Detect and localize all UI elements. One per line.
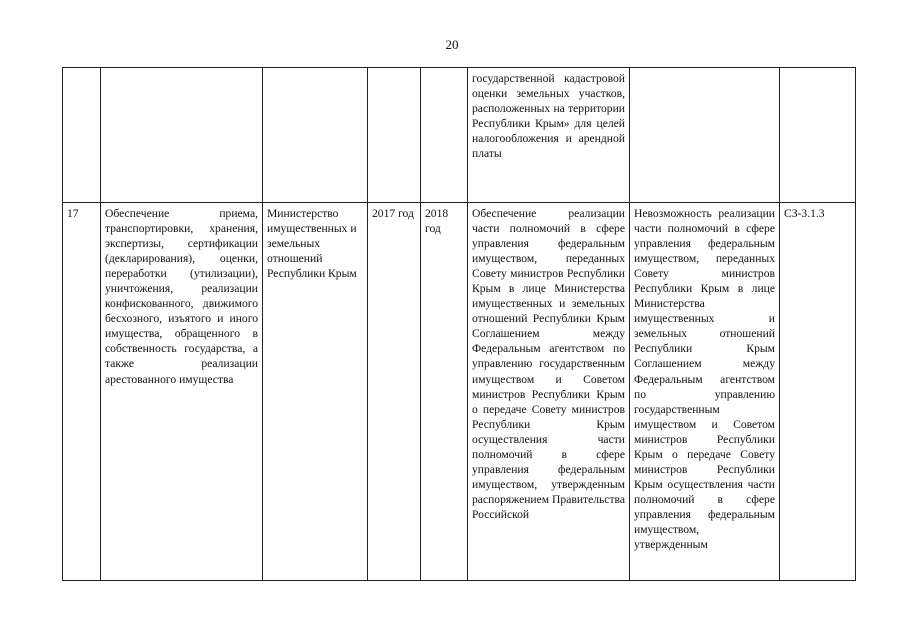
table-row bbox=[63, 203, 856, 581]
executor-cell: Министерство имущественных и земельных отношений Республики Крым bbox=[263, 203, 368, 581]
start-year-cell: 2017 год bbox=[368, 203, 421, 581]
expected-result-cell: государственной кадастровой оценки земельных участков, расположенных на территории Республики Крым» для целей налогообложения и арендной платы bbox=[468, 68, 630, 203]
expected-result-cell: Обеспечение реализации части полномочий в сфере управления федеральным имуществом, переданных Совету министров Республики Крым в лице Министерства имущественных и земельных отношений Республики Крым Соглашением между Федеральным агентством по управлению государственным имуществом и Советом министров Республики Крым о передаче Совету министров Республики Крым осуществления части полномочий в сфере управления федеральным имуществом, утвержденным распоряжением Правительства Российской bbox=[468, 203, 630, 581]
event-cell bbox=[101, 68, 263, 203]
page-number: 20 bbox=[445, 37, 459, 52]
link-cell bbox=[780, 68, 856, 203]
row-number-cell bbox=[63, 68, 101, 203]
row-number-cell: 17 bbox=[63, 203, 101, 581]
event-cell: Обеспечение приема, транспортировки, хранения, экспертизы, сертификации (декларирования), оценки, переработки (утилизации), уничтожения, реализации конфискованного, движимого бесхозного, изъятого и иного имущества, обращенного в собственность государства, а также реализации арестованного имущества bbox=[101, 203, 263, 581]
end-year-cell: 2018 год bbox=[421, 203, 468, 581]
consequences-cell: Невозможность реализации части полномочий в сфере управления федеральным имуществом, переданных Совету министров Республики Крым в лице Министерства имущественных и земельных отношений Республики Крым Соглашением между Федеральным агентством по управлению государственным имуществом и Советом министров Республики Крым о передаче Совету министров Республики Крым осуществления части полномочий в сфере управления федеральным имуществом, утвержденным bbox=[630, 203, 780, 581]
program-table bbox=[62, 67, 856, 581]
consequences-cell bbox=[630, 68, 780, 203]
link-cell: СЗ-3.1.3 bbox=[780, 203, 856, 581]
start-year-cell bbox=[368, 68, 421, 203]
executor-cell bbox=[263, 68, 368, 203]
table-row bbox=[63, 68, 856, 203]
end-year-cell bbox=[421, 68, 468, 203]
